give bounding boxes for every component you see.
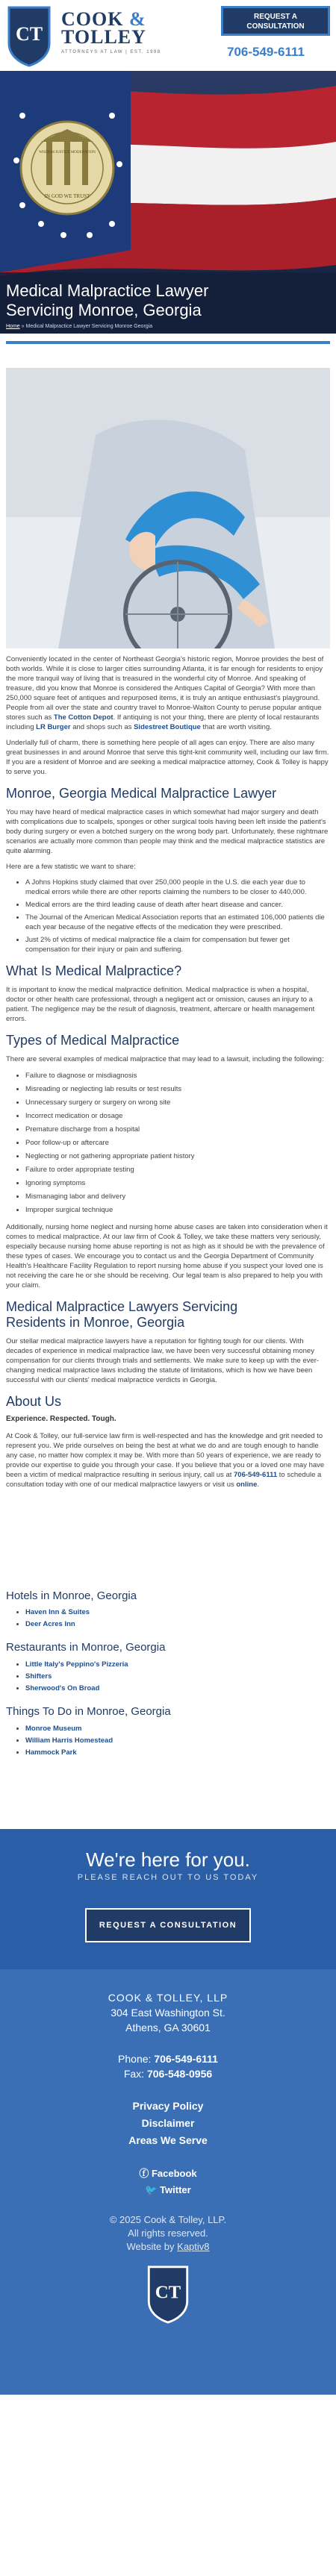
local-listings <box>6 1588 330 1759</box>
list-item: • Medical errors are the third leading cause of death after heart disease and cancer. <box>25 900 330 910</box>
breadcrumb-current: Medical Malpractice Lawyer Servicing Monroe Georgia <box>25 324 153 329</box>
restaurant-link[interactable]: Shifters <box>25 1672 52 1681</box>
footer-social <box>0 2166 336 2198</box>
hero-divider <box>6 341 330 344</box>
flag-motto-text: WISDOM JUSTICE MODERATION <box>39 151 96 154</box>
restaurant-link[interactable]: Little Italy's Peppino's Pizzeria <box>25 1660 128 1669</box>
disclaimer-link[interactable]: Disclaimer <box>141 2117 195 2130</box>
hotels-heading: Hotels in Monroe, Georgia <box>6 1589 137 1602</box>
footer-request-consultation-button[interactable]: REQUEST A CONSULTATION <box>85 1908 251 1942</box>
twitter-link[interactable]: 🐦 Twitter <box>145 2184 191 2196</box>
brand-wordmark[interactable] <box>61 10 161 56</box>
list-item <box>25 1607 330 1619</box>
footer-firm-name: COOK & TOLLEY, LLP <box>108 1991 228 2004</box>
cta-heading: We're here for you. <box>86 1848 250 1871</box>
breadcrumb-home-link[interactable]: Home <box>6 324 20 329</box>
list-item <box>25 1735 330 1747</box>
restaurants-list <box>25 1659 330 1695</box>
about-subheading: Experience. Respected. Tough. <box>6 1415 116 1423</box>
lr-burger-link[interactable]: LR Burger <box>36 723 71 731</box>
cotton-depot-link[interactable]: The Cotton Depot <box>53 713 113 722</box>
list-item: • Unnecessary surgery or surgery on wrong site <box>25 1097 330 1109</box>
list-item: • Just 2% of victims of medical malpractice file a claim for compensation but fewer get compensation for their injury or pain and suffering. <box>25 935 330 954</box>
attraction-link[interactable]: William Harris Homestead <box>25 1736 113 1745</box>
injured-arm-cast-photo <box>6 368 330 648</box>
hotel-link[interactable]: Deer Acres Inn <box>25 1620 75 1629</box>
logo-letters: CT <box>15 23 43 45</box>
breadcrumb <box>6 323 208 331</box>
types-list <box>25 1070 330 1216</box>
list-item: • A Johns Hopkins study claimed that over 250,000 people in the U.S. die each year due to medical errors while there are other reports claiming the numbers to be closer to 440,000. <box>25 878 330 897</box>
section-heading-about: About Us <box>6 1394 62 1409</box>
flag-seal-text: IN GOD WE TRUST <box>44 193 90 199</box>
hotel-link[interactable]: Haven Inn & Suites <box>25 1608 90 1617</box>
section-heading-what: What Is Medical Malpractice? <box>6 963 182 978</box>
hero-banner <box>0 71 336 334</box>
page-title: Medical Malpractice Lawyer Servicing Monroe, Georgia <box>6 281 209 319</box>
restaurants-heading: Restaurants in Monroe, Georgia <box>6 1641 166 1654</box>
cta-band <box>0 1829 336 1969</box>
firm-logo-icon[interactable] <box>6 4 52 67</box>
restaurant-link[interactable]: Sherwood's On Broad <box>25 1684 100 1692</box>
list-item <box>25 1747 330 1759</box>
list-item <box>25 1659 330 1671</box>
twitter-icon: 🐦 <box>145 2184 161 2196</box>
list-item <box>25 1723 330 1735</box>
list-item: • Failure to order appropriate testing <box>25 1164 330 1176</box>
lawyer-paragraph-2: Here are a few statistic we want to share: <box>6 863 136 871</box>
main-content <box>0 368 336 1759</box>
about-online-link[interactable]: online <box>236 1480 258 1489</box>
section-heading-types: Types of Medical Malpractice <box>6 1033 180 1048</box>
list-item: • Ignoring symptoms <box>25 1178 330 1189</box>
footer-address-line-1: 304 East Washington St. <box>111 2007 225 2019</box>
kaptiv8-link[interactable]: Kaptiv8 <box>177 2241 210 2253</box>
areas-we-serve-link[interactable]: Areas We Serve <box>128 2134 208 2147</box>
list-item: • Premature discharge from a hospital <box>25 1124 330 1136</box>
intro-paragraph-1: Conveniently located in the center of Northeast Georgia's historic region, Monroe provides the best of both worlds. While it is close to larger cities surrounding Atlanta, it is far enough for residents to enjoy the more tranquil way of living that is treasured in the wonderful city of Monroe. And speaking of treasure, did you know that Monroe is considered the Antiques Capital of Georgia? With more than 250,000 square feet of antiques and repurposed items, it is truly an antique enthusiast's playground. People from all over the state and country travel to Monroe-Walton County to peruse popular antique stores such as The Cotton Depot. If antiquing is not your thing, there are plenty of local restaurants including LR Burger and shops such as Sidestreet Boutique that are worth visiting. <box>6 655 324 731</box>
types-paragraph-1: There are several examples of medical malpractice that may lead to a lawsuit, including the following: <box>6 1055 324 1063</box>
cta-line-1: REQUEST A <box>254 13 297 21</box>
footer-copyright: © 2025 Cook & Tolley, LLP. All rights reserved. Website by Kaptiv8 <box>109 2214 227 2253</box>
list-item <box>25 1619 330 1631</box>
footer-phone-link[interactable]: 706-549-6111 <box>154 2053 218 2066</box>
footer-links <box>0 2098 336 2149</box>
footer-phone-line: Phone: 706-549-6111 Fax: 706-548-0956 <box>118 2053 218 2081</box>
stats-list <box>25 878 330 954</box>
types-paragraph-2: Additionally, nursing home neglect and nursing home abuse cases are taken into consideration when it comes to medical malpractice. At our law firm of Cook & Tolley, we take these matters very seriously, especially because nursing home abuse reporting is not as high as it should be with the prevalence of these types of cases. We encourage you to contact us and the Georgia Department of Community Health's Healthcare Facility Regulation to report nursing home abuse if you suspect your loved one is not receiving the care he or she should be receiving. Our legal team is also prepared to help you with your claim. <box>6 1223 328 1289</box>
brand-ampersand: & <box>128 8 146 30</box>
hero-title-block <box>6 281 208 331</box>
list-item: • Neglecting or not gathering appropriate patient history <box>25 1151 330 1163</box>
list-item: • Failure to diagnose or misdiagnosis <box>25 1070 330 1082</box>
list-item <box>25 1671 330 1683</box>
footer-logo-icon <box>146 2264 190 2324</box>
serving-paragraph-1: Our stellar medical malpractice lawyers have a reputation for fighting tough for our clients. With decades of experience in medical malpractice law, we have been very successful obtaining money compensation for our clients through trials and settlements. We make sure to keep up with the ever-changing medical malpractice laws including the statute of limitations, which is how we have been successful with our clients' medical malpractice verdicts in Georgia. <box>6 1337 320 1384</box>
content-spacer <box>6 1489 330 1579</box>
attraction-link[interactable]: Monroe Museum <box>25 1724 82 1733</box>
footer-address-line-2: Athens, GA 30601 <box>125 2022 211 2034</box>
cta-subheading: PLEASE REACH OUT TO US TODAY <box>77 1872 259 1882</box>
request-consultation-button[interactable] <box>221 6 330 36</box>
about-paragraph-1: At Cook & Tolley, our full-service law firm is well-respected and has the knowledge and grit needed to represent you. We pride ourselves on being the best at what we do and are tough enough to handle any case, no matter how complex it may be. With more than 50 years of experience, we are ready to provide our expertise to guide you through your case. If you believe that you or a loved one may have been a victim of medical malpractice resulting in serious injury, call us at 706-549-6111 to schedule a consultation today with one of our medical malpractice lawyers or visit us online. <box>6 1431 325 1489</box>
list-item: • Poor follow-up or aftercare <box>25 1137 330 1149</box>
facebook-link[interactable]: ⓕ Facebook <box>139 2168 197 2180</box>
lawyer-paragraph-1: You may have heard of medical malpractice cases in which somewhat had major surgery and death with complications due to scalpels, sponges or other surgical tools having been left inside the patient's body during surgery or even a botched surgery on the wrong body part. Unfortunately, these nightmare scenarios are actually more common than people may think and the medical malpractice statistics are quite alarming. <box>6 808 329 855</box>
cta-line-2: CONSULTATION <box>246 22 305 31</box>
brand-name-tolley: TOLLEY <box>61 26 146 48</box>
site-footer <box>0 1969 336 2395</box>
footer-logo-letters: CT <box>155 2282 181 2303</box>
footer-fax: 706-548-0956 <box>146 2068 213 2081</box>
header-phone-link[interactable]: 706-549-6111 <box>227 45 305 59</box>
section-heading-lawyer: Monroe, Georgia Medical Malpractice Lawyer <box>6 786 277 801</box>
hotels-list <box>25 1607 330 1631</box>
breadcrumb-separator: » <box>19 324 26 329</box>
todo-heading: Things To Do in Monroe, Georgia <box>6 1705 171 1718</box>
cast-photo-image <box>6 368 330 648</box>
what-paragraph-1: It is important to know the medical malpractice definition. Medical malpractice is when a hospital, doctor or other health care professional, through a negligent act or omission, causes an injury to a patient. The negligence may be the result of diagnosis, treatment, aftercare or health management errors. <box>6 986 315 1023</box>
list-item: • The Journal of the American Medical Association reports that an estimated 106,000 patients die each year because of the negative effects of the medication they were prescribed. <box>25 913 330 932</box>
privacy-policy-link[interactable]: Privacy Policy <box>132 2100 204 2113</box>
list-item <box>25 1683 330 1695</box>
todo-list <box>25 1723 330 1759</box>
list-item: • Misreading or neglecting lab results or test results <box>25 1084 330 1095</box>
list-item: • Incorrect medication or dosage <box>25 1110 330 1122</box>
attraction-link[interactable]: Hammock Park <box>25 1748 77 1757</box>
site-header <box>0 0 336 71</box>
list-item: • Mismanaging labor and delivery <box>25 1191 330 1203</box>
facebook-icon: ⓕ <box>139 2168 152 2180</box>
brand-tagline: ATTORNEYS AT LAW | EST. 1998 <box>61 50 161 54</box>
brand-name-cook: COOK <box>61 8 124 30</box>
list-item: • Improper surgical technique <box>25 1204 330 1216</box>
sidestreet-boutique-link[interactable]: Sidestreet Boutique <box>134 723 201 731</box>
section-heading-serving: Medical Malpractice Lawyers Servicing Residents in Monroe, Georgia <box>6 1299 238 1330</box>
about-phone-link[interactable]: 706-549-6111 <box>234 1470 278 1479</box>
intro-paragraph-2: Underlally full of charm, there is something here people of all ages can enjoy. There are also many great businesses in and around Monroe that serve this tight-knit community well, including our law firm. If you are a resident of Monroe and are seeking a medical malpractice attorney, Cook & Tolley is happy to serve you. <box>6 739 329 776</box>
